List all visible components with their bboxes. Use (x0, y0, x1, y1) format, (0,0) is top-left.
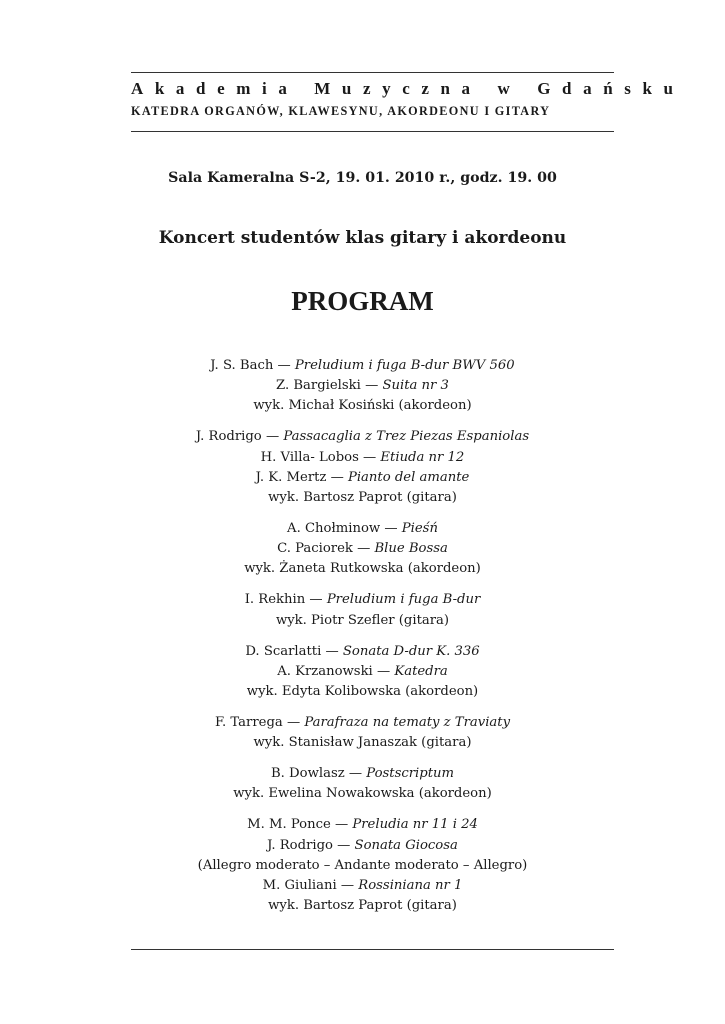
composer-or-performer: B. Dowlasz — (270, 766, 367, 782)
footer-rule (131, 949, 614, 950)
composer-or-performer: F. Tarrega — (214, 715, 305, 731)
composer-or-performer: wyk. Żaneta Rutkowska (akordeon) (244, 561, 481, 577)
header-rule (131, 131, 614, 132)
work-title: Katedra (394, 663, 448, 679)
composer-or-performer: wyk. Bartosz Paprot (gitara) (268, 898, 457, 914)
composer-or-performer: M. M. Ponce — (247, 817, 353, 833)
composer-or-performer: M. Giuliani — (262, 878, 359, 894)
program-line (0, 590, 725, 610)
composer-or-performer: A. Krzanowski — (277, 663, 395, 679)
program-line (0, 468, 725, 488)
program-line (0, 611, 725, 631)
work-title: Postscriptum (366, 766, 454, 782)
program-heading: PROGRAM (291, 286, 434, 316)
program-block (0, 713, 725, 753)
work-title: Pieśń (401, 521, 438, 537)
composer-or-performer: J. Rodrigo — (195, 429, 284, 445)
work-title: Etiuda nr 12 (380, 449, 465, 465)
composer-or-performer: J. Rodrigo — (267, 837, 355, 853)
program-line (0, 642, 725, 662)
composer-or-performer: H. Villa- Lobos — (260, 449, 381, 465)
program-line (0, 356, 725, 376)
concert-title: Koncert studentów klas gitary i akordeonu (158, 228, 567, 248)
composer-or-performer: (Allegro moderato – Andante moderato – Allegro) (197, 857, 528, 873)
program-line (0, 662, 725, 682)
work-title: Preludium i fuga B-dur (326, 592, 481, 608)
program-line (0, 376, 725, 396)
venue-date-time: Sala Kameralna S-2, 19. 01. 2010 r., godz. 19. 00 (168, 170, 557, 186)
program-line (0, 559, 725, 579)
letterhead (131, 72, 685, 132)
program-line (0, 876, 725, 896)
composer-or-performer: I. Rekhin — (244, 592, 327, 608)
program-block (0, 356, 725, 417)
program-block (0, 427, 725, 508)
composer-or-performer: A. Chołminow — (287, 521, 402, 537)
top-rule (131, 72, 614, 73)
program-line (0, 448, 725, 468)
work-title: Passacaglia z Trez Piezas Espaniolas (283, 429, 530, 445)
work-title: Preludium i fuga B-dur BWV 560 (294, 358, 515, 373)
program-line (0, 896, 725, 916)
program-line (0, 815, 725, 835)
program-line (0, 733, 725, 753)
program-block (0, 815, 725, 916)
program-block (0, 642, 725, 703)
program-line (0, 682, 725, 702)
program-line (0, 539, 725, 559)
department-name: KATEDRA ORGANÓW, KLAWESYNU, AKORDEONU I GITARY (131, 104, 551, 118)
composer-or-performer: wyk. Piotr Szefler (gitara) (275, 612, 450, 628)
program-line (0, 427, 725, 447)
composer-or-performer: wyk. Ewelina Nowakowska (akordeon) (233, 786, 492, 802)
program-list (0, 356, 725, 927)
program-block (0, 590, 725, 630)
program-line (0, 713, 725, 733)
work-title: Sonata D-dur K. 336 (342, 643, 480, 659)
academy-name: Akademia Muzyczna w Gdańsku (131, 79, 685, 98)
program-block (0, 519, 725, 580)
program-line (0, 784, 725, 804)
work-title: Sonata Giocosa (354, 837, 458, 853)
program-line (0, 519, 725, 539)
program-block (0, 764, 725, 804)
composer-or-performer: C. Paciorek — (277, 541, 375, 557)
work-title: Rossiniana nr 1 (358, 878, 463, 894)
work-title: Blue Bossa (374, 541, 448, 557)
work-title: Pianto del amante (347, 469, 470, 485)
program-line (0, 488, 725, 508)
composer-or-performer: Z. Bargielski — (276, 378, 383, 394)
composer-or-performer: J. K. Mertz — (255, 469, 348, 485)
program-line (0, 856, 725, 876)
composer-or-performer: wyk. Edyta Kolibowska (akordeon) (246, 684, 479, 700)
composer-or-performer: wyk. Bartosz Paprot (gitara) (268, 490, 457, 506)
work-title: Parafraza na tematy z Traviaty (304, 715, 511, 731)
work-title: Suita nr 3 (382, 378, 449, 394)
composer-or-performer: J. S. Bach — (210, 358, 295, 373)
composer-or-performer: wyk. Michał Kosiński (akordeon) (253, 398, 472, 414)
program-line (0, 764, 725, 784)
composer-or-performer: D. Scarlatti — (245, 643, 343, 659)
program-line (0, 396, 725, 416)
work-title: Preludia nr 11 i 24 (352, 817, 478, 833)
program-line (0, 836, 725, 856)
composer-or-performer: wyk. Stanisław Janaszak (gitara) (253, 735, 472, 751)
